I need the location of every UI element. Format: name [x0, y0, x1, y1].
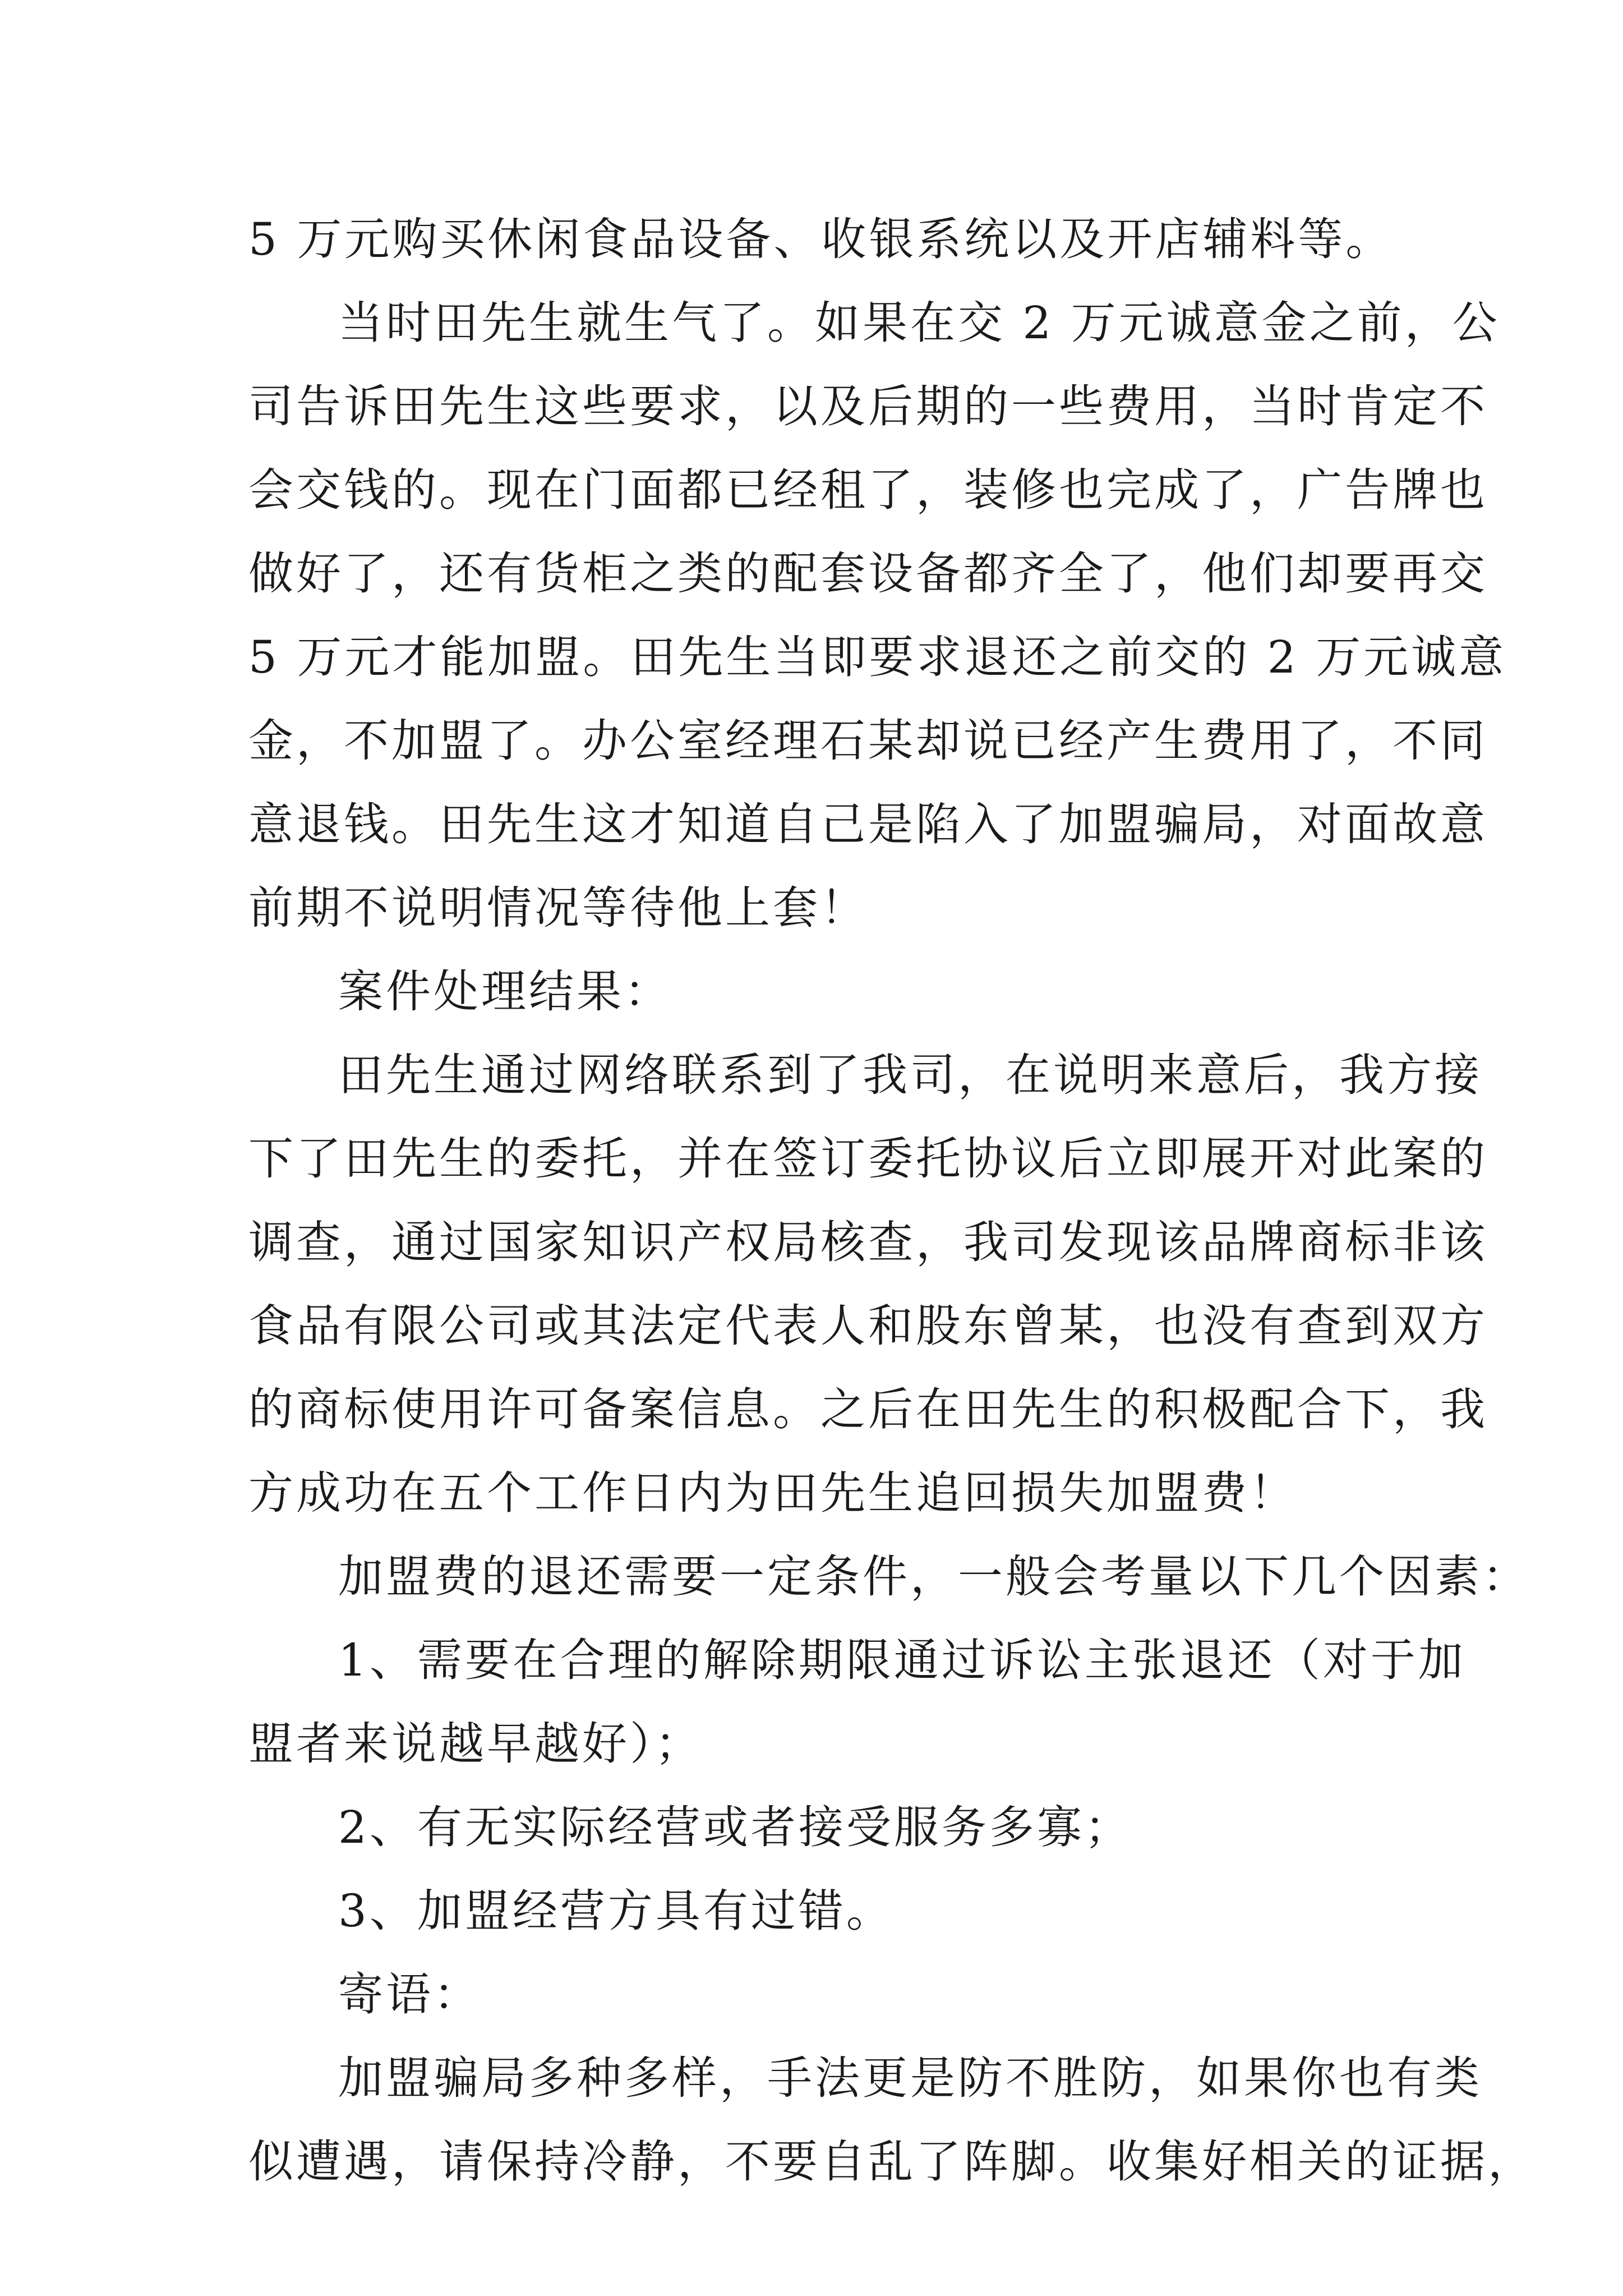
text-line: 做好了，还有货柜之类的配套设备都齐全了，他们却要再交 — [248, 547, 1488, 600]
text-line: 司告诉田先生这些要求，以及后期的一些费用，当时肯定不 — [248, 380, 1488, 432]
text-line: 意退钱。田先生这才知道自己是陷入了加盟骗局，对面故意 — [248, 798, 1488, 850]
paragraph-first-line: 当时田先生就生气了。如果在交 2 万元诚意金之前，公 — [338, 297, 1500, 349]
text-line: 5 万元购买休闲食品设备、收银系统以及开店辅料等。 — [248, 213, 1394, 265]
section-heading: 寄语： — [338, 1968, 481, 2021]
list-item: 2、有无实际经营或者接受服务多寡； — [338, 1801, 1132, 1853]
section-heading: 案件处理结果： — [338, 965, 672, 1018]
text-line: 盟者来说越早越好）； — [248, 1718, 703, 1770]
list-item: 3、加盟经营方具有过错。 — [338, 1885, 894, 1937]
list-item: 1、需要在合理的解除期限通过诉讼主张退还（对于加 — [338, 1634, 1466, 1686]
text-line: 似遭遇，请保持冷静，不要自乱了阵脚。收集好相关的证据， — [248, 2136, 1536, 2188]
paragraph-first-line: 加盟骗局多种多样，手法更是防不胜防，如果你也有类 — [338, 2052, 1482, 2104]
text-line: 会交钱的。现在门面都已经租了，装修也完成了，广告牌也 — [248, 464, 1488, 516]
text-line: 5 万元才能加盟。田先生当即要求退还之前交的 2 万元诚意 — [248, 631, 1507, 683]
text-line: 金，不加盟了。办公室经理石某却说已经产生费用了，不同 — [248, 715, 1488, 767]
paragraph-first-line: 加盟费的退还需要一定条件，一般会考量以下几个因素： — [338, 1550, 1530, 1603]
text-line: 下了田先生的委托，并在签订委托协议后立即展开对此案的 — [248, 1133, 1488, 1185]
paragraph-first-line: 田先生通过网络联系到了我司，在说明来意后，我方接 — [338, 1049, 1482, 1101]
text-line: 调查，通过国家知识产权局核查，我司发现该品牌商标非该 — [248, 1216, 1488, 1268]
text-line: 方成功在五个工作日内为田先生追回损失加盟费！ — [248, 1467, 1297, 1519]
text-line: 前期不说明情况等待他上套！ — [248, 882, 868, 934]
text-line: 的商标使用许可备案信息。之后在田先生的积极配合下，我 — [248, 1383, 1488, 1435]
document-body — [248, 197, 1536, 2203]
text-line: 食品有限公司或其法定代表人和股东曾某，也没有查到双方 — [248, 1300, 1488, 1352]
